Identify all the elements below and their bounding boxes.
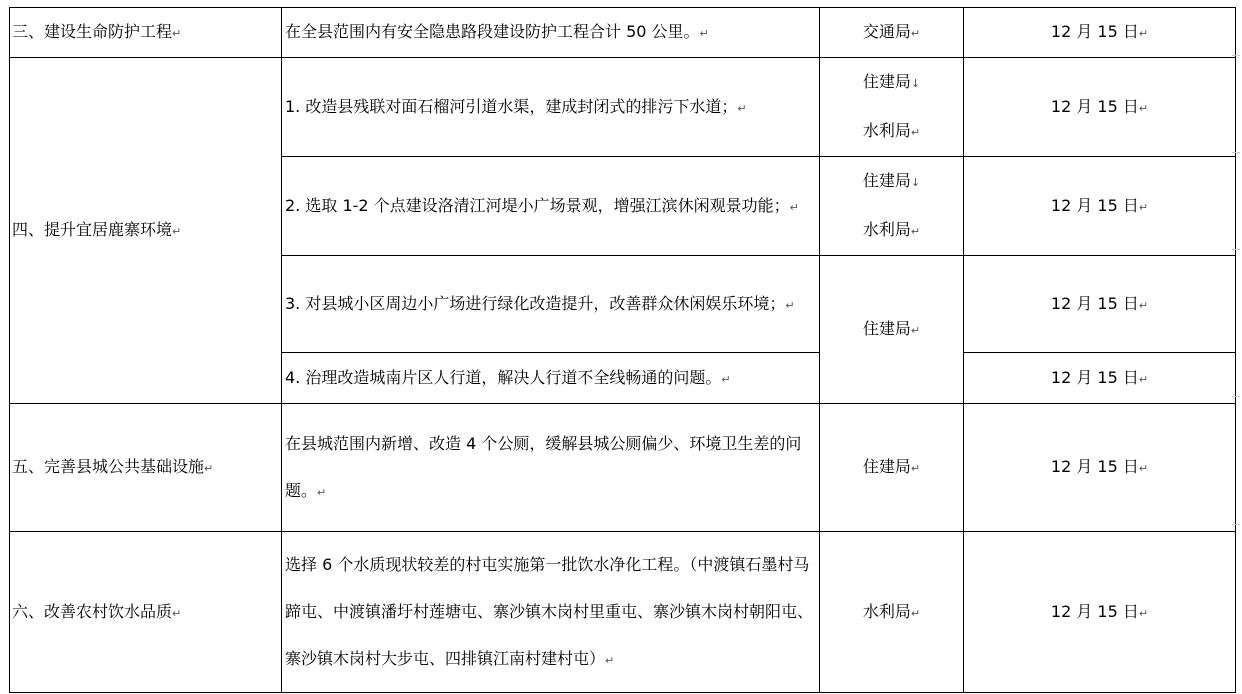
row-end-marker (1232, 152, 1240, 153)
task-cell: 选择 6 个水质现状较差的村屯实施第一批饮水净化工程。（中渡镇石墨村马蹄屯、中渡镇潘圩村莲塘屯、寨沙镇木岗村里重屯、寨沙镇木岗村朝阳屯、寨沙镇木岗村大步屯、四排镇江南村建村屯）↵ (282, 532, 820, 693)
dept-cell: 住建局↵ (820, 404, 964, 532)
task-cell: 2. 选取 1-2 个点建设洛清江河堤小广场景观，增强江滨休闲观景功能；↵ (282, 157, 820, 256)
date-cell: 12 月 15 日↵ (964, 157, 1236, 256)
date-cell: 12 月 15 日↵ (964, 8, 1236, 58)
row-end-marker (1232, 249, 1240, 250)
table-row (10, 58, 1236, 157)
date-cell: 12 月 15 日↵ (964, 58, 1236, 157)
project-cell: 三、建设生命防护工程↵ (10, 8, 282, 58)
dept-cell: 住建局↓ 水利局↵ (820, 157, 964, 256)
task-cell: 3. 对县城小区周边小广场进行绿化改造提升，改善群众休闲娱乐环境；↵ (282, 256, 820, 353)
task-cell: 1. 改造县残联对面石榴河引道水渠，建成封闭式的排污下水道；↵ (282, 58, 820, 157)
dept-cell: 住建局↓ 水利局↵ (820, 58, 964, 157)
dept-cell: 交通局↵ (820, 8, 964, 58)
project-cell: 五、完善县城公共基础设施↵ (10, 404, 282, 532)
date-cell: 12 月 15 日↵ (964, 532, 1236, 693)
task-cell: 在全县范围内有安全隐患路段建设防护工程合计 50 公里。↵ (282, 8, 820, 58)
table-row (10, 8, 1236, 58)
table-row (10, 532, 1236, 693)
date-cell: 12 月 15 日↵ (964, 404, 1236, 532)
date-cell: 12 月 15 日↵ (964, 256, 1236, 353)
table-row (10, 404, 1236, 532)
row-end-marker (1232, 524, 1240, 525)
project-cell: 四、提升宜居鹿寨环境↵ (10, 58, 282, 404)
dept-cell: 住建局↵ (820, 256, 964, 404)
row-end-marker (1232, 55, 1240, 56)
dept-cell: 水利局↵ (820, 532, 964, 693)
row-end-marker (1232, 396, 1240, 397)
task-cell: 4. 治理改造城南片区人行道，解决人行道不全线畅通的问题。↵ (282, 353, 820, 404)
work-plan-table (9, 7, 1236, 693)
project-cell: 六、改善农村饮水品质↵ (10, 532, 282, 693)
date-cell: 12 月 15 日↵ (964, 353, 1236, 404)
task-cell: 在县城范围内新增、改造 4 个公厕，缓解县城公厕偏少、环境卫生差的问题。↵ (282, 404, 820, 532)
